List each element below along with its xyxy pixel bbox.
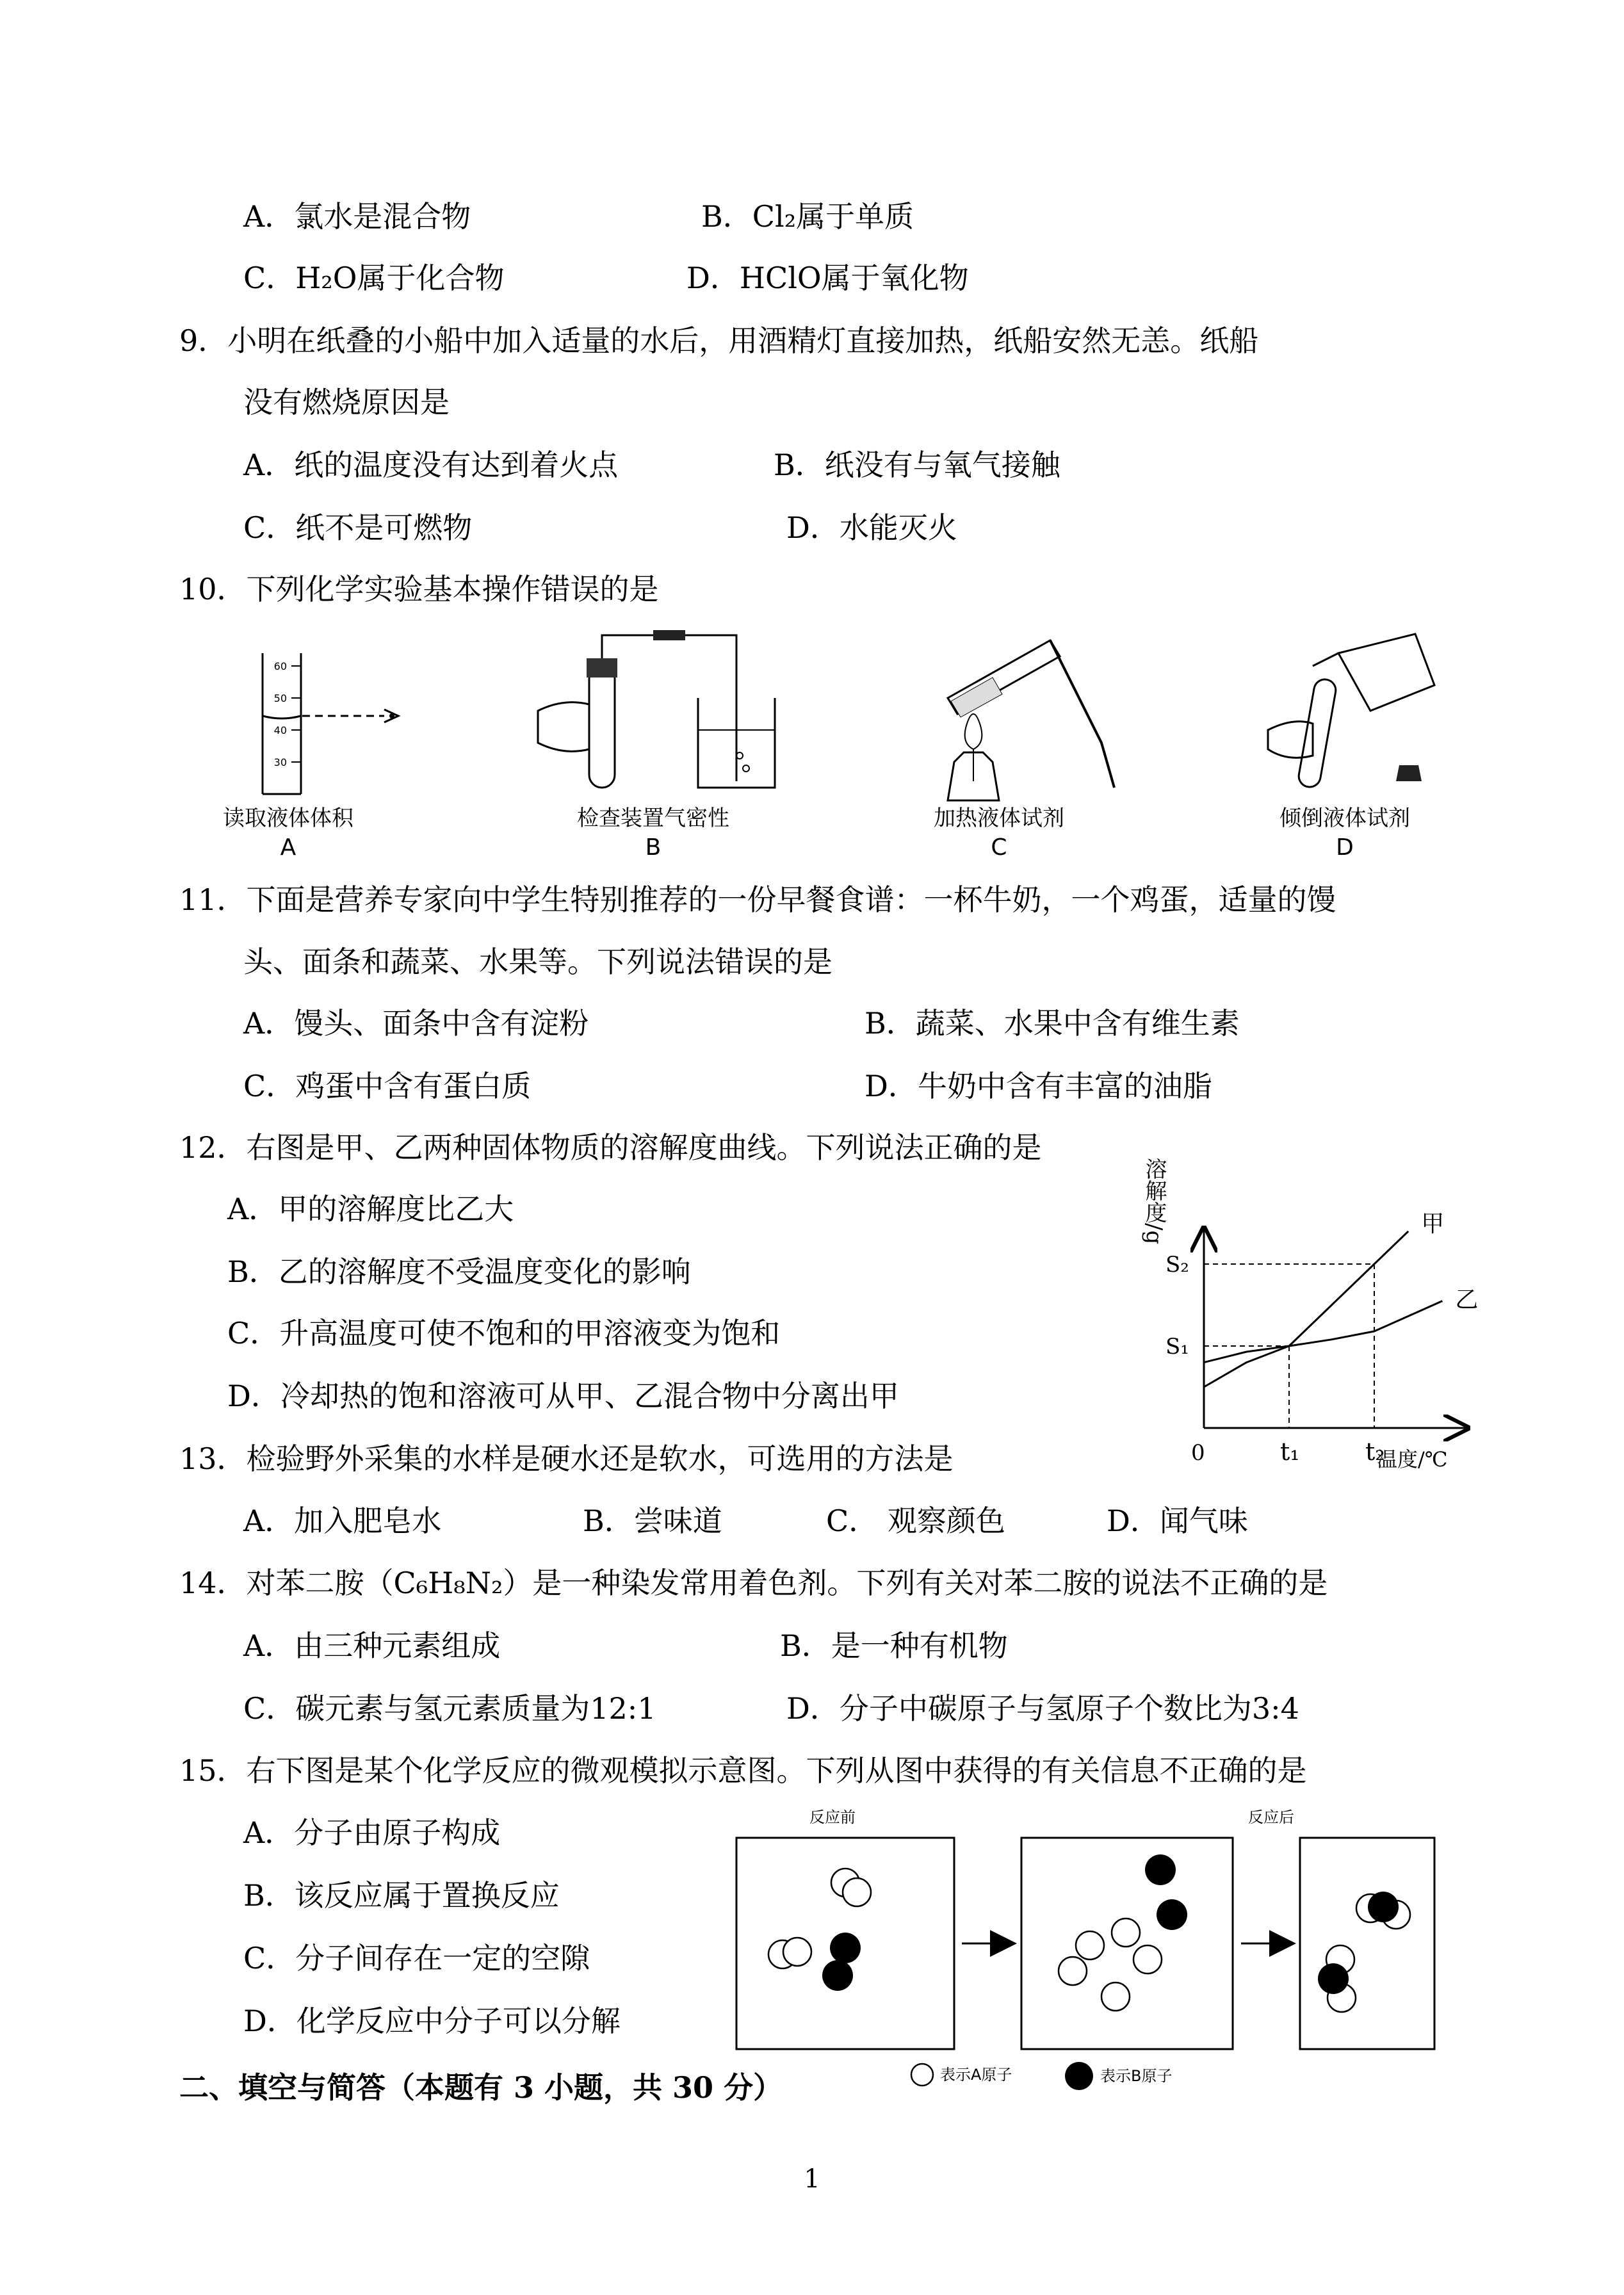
q8-option-d: D．HClO属于氧化物 bbox=[686, 261, 969, 295]
q12-option-c: C．升高温度可使不饱和的甲溶液变为饱和 bbox=[227, 1316, 781, 1350]
caption-letter: B bbox=[645, 834, 662, 861]
y-tick-label-2: S₂ bbox=[1165, 1252, 1189, 1277]
q10-caption-d bbox=[1217, 800, 1473, 861]
q13-option-a: A．加入肥皂水 bbox=[243, 1504, 442, 1538]
series-line-2 bbox=[1204, 1301, 1442, 1363]
q15-option-a: A．分子由原子构成 bbox=[243, 1815, 501, 1850]
q9-option-d: D．水能灭火 bbox=[786, 510, 957, 545]
section2-heading: 二、填空与简答（本题有 3 小题，共 30 分） bbox=[179, 2070, 783, 2105]
q15-option-c: C．分子间存在一定的空隙 bbox=[243, 1941, 590, 1975]
after-label: 反应后 bbox=[1248, 1808, 1294, 1826]
q10-figure-a bbox=[231, 640, 423, 807]
series-label-2: 乙 bbox=[1455, 1286, 1479, 1313]
chart-origin: 0 bbox=[1191, 1440, 1205, 1466]
q14-stem: 14．对苯二胺（C₆H₈N₂）是一种染发常用着色剂。下列有关对苯二胺的说法不正确的是 bbox=[179, 1566, 1328, 1600]
q14-option-c: C．碳元素与氢元素质量为12:1 bbox=[243, 1691, 656, 1726]
q13-option-c: C． 观察颜色 bbox=[826, 1504, 1005, 1538]
q15-option-d: D．化学反应中分子可以分解 bbox=[243, 2004, 621, 2038]
tick-40: 40 bbox=[273, 724, 287, 736]
q9-option-c: C．纸不是可燃物 bbox=[243, 510, 473, 545]
legend-a: 表示A原子 bbox=[940, 2066, 1012, 2084]
q9-option-a: A．纸的温度没有达到着火点 bbox=[243, 448, 619, 482]
legend-b: 表示B原子 bbox=[1100, 2067, 1173, 2085]
q11-option-c: C．鸡蛋中含有蛋白质 bbox=[243, 1069, 532, 1103]
q11-option-a: A．馒头、面条中含有淀粉 bbox=[243, 1006, 589, 1041]
q11-option-d: D．牛奶中含有丰富的油脂 bbox=[865, 1069, 1212, 1103]
q10-caption-b bbox=[525, 800, 781, 861]
caption-text: 加热液体试剂 bbox=[934, 806, 1064, 831]
caption-letter: C bbox=[991, 834, 1007, 861]
q12-stem: 12．右图是甲、乙两种固体物质的溶解度曲线。下列说法正确的是 bbox=[179, 1130, 1042, 1165]
after-box bbox=[1300, 1838, 1434, 2049]
q10-figure-b bbox=[525, 628, 794, 807]
q13-stem: 13．检验野外采集的水样是硬水还是软水，可选用的方法是 bbox=[179, 1441, 954, 1476]
tick-50: 50 bbox=[273, 692, 287, 704]
q9-stem-line1: 9．小明在纸叠的小船中加入适量的水后，用酒精灯直接加热，纸船安然无恙。纸船 bbox=[179, 323, 1259, 358]
q13-option-d: D．闻气味 bbox=[1107, 1504, 1248, 1538]
caption-text: 倾倒液体试剂 bbox=[1279, 806, 1410, 831]
before-label: 反应前 bbox=[809, 1808, 856, 1826]
series-label-1: 甲 bbox=[1421, 1210, 1445, 1237]
q9-option-b: B．纸没有与氧气接触 bbox=[774, 448, 1060, 482]
page-number: 1 bbox=[804, 2164, 820, 2194]
q15-stem: 15．右下图是某个化学反应的微观模拟示意图。下列从图中获得的有关信息不正确的是 bbox=[179, 1753, 1307, 1788]
reaction-diagram bbox=[724, 1799, 1447, 2107]
caption-text: 读取液体体积 bbox=[223, 806, 353, 831]
q14-option-d: D．分子中碳原子与氢原子个数比为3:4 bbox=[786, 1691, 1299, 1726]
q15-option-b: B．该反应属于置换反应 bbox=[243, 1878, 560, 1913]
x-tick-label-1: t₁ bbox=[1280, 1438, 1300, 1466]
q10-figure-c bbox=[922, 628, 1140, 807]
y-tick-label-1: S₁ bbox=[1165, 1334, 1189, 1359]
q10-caption-a bbox=[160, 800, 416, 861]
q9-stem-line2: 没有燃烧原因是 bbox=[243, 385, 450, 419]
q8-option-c: C．H₂O属于化合物 bbox=[243, 261, 505, 295]
tick-30: 30 bbox=[273, 756, 287, 768]
chart-ylabel: 溶解度/g bbox=[1141, 1158, 1167, 1245]
q13-option-b: B．尝味道 bbox=[583, 1504, 722, 1538]
caption-letter: D bbox=[1336, 834, 1354, 861]
q8-option-b: B．Cl₂属于单质 bbox=[701, 199, 914, 234]
q10-caption-c bbox=[871, 800, 1127, 861]
q12-option-a: A．甲的溶解度比乙大 bbox=[227, 1192, 514, 1226]
chart-xlabel: 温度/℃ bbox=[1377, 1447, 1448, 1472]
q14-option-a: A．由三种元素组成 bbox=[243, 1628, 501, 1663]
q11-stem-line2: 头、面条和蔬菜、水果等。下列说法错误的是 bbox=[243, 945, 832, 979]
q10-figure-d bbox=[1242, 628, 1460, 807]
caption-letter: A bbox=[280, 834, 296, 861]
q14-option-b: B．是一种有机物 bbox=[780, 1628, 1008, 1663]
solubility-chart bbox=[1127, 1133, 1486, 1479]
x-tick-label-2: t₂ bbox=[1365, 1438, 1385, 1466]
q8-option-a: A．氯水是混合物 bbox=[243, 199, 471, 234]
caption-text: 检查装置气密性 bbox=[577, 806, 729, 831]
q12-option-d: D．冷却热的饱和溶液可从甲、乙混合物中分离出甲 bbox=[227, 1379, 899, 1413]
q11-option-b: B．蔬菜、水果中含有维生素 bbox=[865, 1006, 1240, 1041]
q11-stem-line1: 11．下面是营养专家向中学生特别推荐的一份早餐食谱：一杯牛奶，一个鸡蛋，适量的馒 bbox=[179, 882, 1336, 917]
tick-60: 60 bbox=[273, 660, 287, 672]
q10-stem: 10．下列化学实验基本操作错误的是 bbox=[179, 572, 659, 606]
q12-option-b: B．乙的溶解度不受温度变化的影响 bbox=[227, 1254, 691, 1289]
series-line-1 bbox=[1204, 1231, 1408, 1387]
legend-b-atom bbox=[1065, 2062, 1093, 2090]
legend-a-atom bbox=[911, 2064, 933, 2086]
